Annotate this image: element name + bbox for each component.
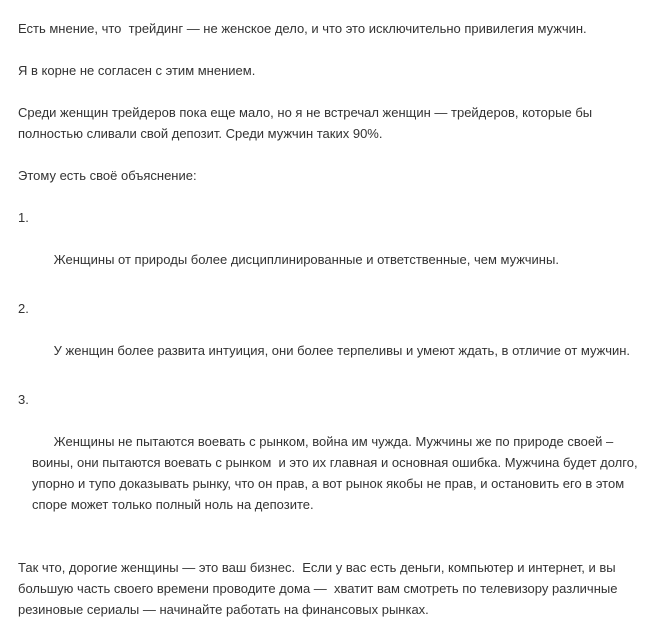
list-item bbox=[18, 389, 642, 536]
list-item-number: 3. bbox=[18, 392, 29, 407]
list-item-text: Женщины от природы более дисциплинированные и ответственные, чем мужчины. bbox=[53, 252, 559, 267]
list-item-number: 2. bbox=[18, 301, 29, 316]
reasons-list bbox=[18, 207, 642, 536]
list-item bbox=[18, 207, 639, 291]
statistics-paragraph: Среди женщин трейдеров пока еще мало, но я не встречал женщин — трейдеров, которые бы полностью сливали свой депозит. Среди мужчин таких 90%. bbox=[18, 105, 596, 141]
disagree-paragraph: Я в корне не согласен с этим мнением. bbox=[18, 63, 256, 78]
explanation-paragraph: Этому есть своё объяснение: bbox=[18, 168, 197, 183]
list-item-number: 1. bbox=[18, 210, 29, 225]
intro-paragraph: Есть мнение, что трейдинг — не женское дело, и что это исключительно привилегия мужчин. bbox=[18, 21, 587, 36]
closing-paragraph: Так что, дорогие женщины — это ваш бизнес. Если у вас есть деньги, компьютер и интернет, и вы большую часть своего времени проводите дома — хватит вам смотреть по телевизору различные резиновые сериалы — начинайте работать на финансовых рынках. bbox=[18, 560, 622, 617]
list-item-text: Женщины не пытаются воевать с рынком, война им чужда. Мужчины же по природе своей – воины, они пытаются воевать с рынком и это их главная и основная ошибка. Мужчина будет долго, упорно и тупо доказывать рынку, что он прав, а вот рынок якобы не прав, и остановить его в этом споре может только полный ноль на депозите. bbox=[32, 434, 642, 512]
list-item bbox=[18, 298, 639, 382]
list-item-text: У женщин более развита интуиция, они более терпеливы и умеют ждать, в отличие от мужчин. bbox=[53, 343, 631, 358]
